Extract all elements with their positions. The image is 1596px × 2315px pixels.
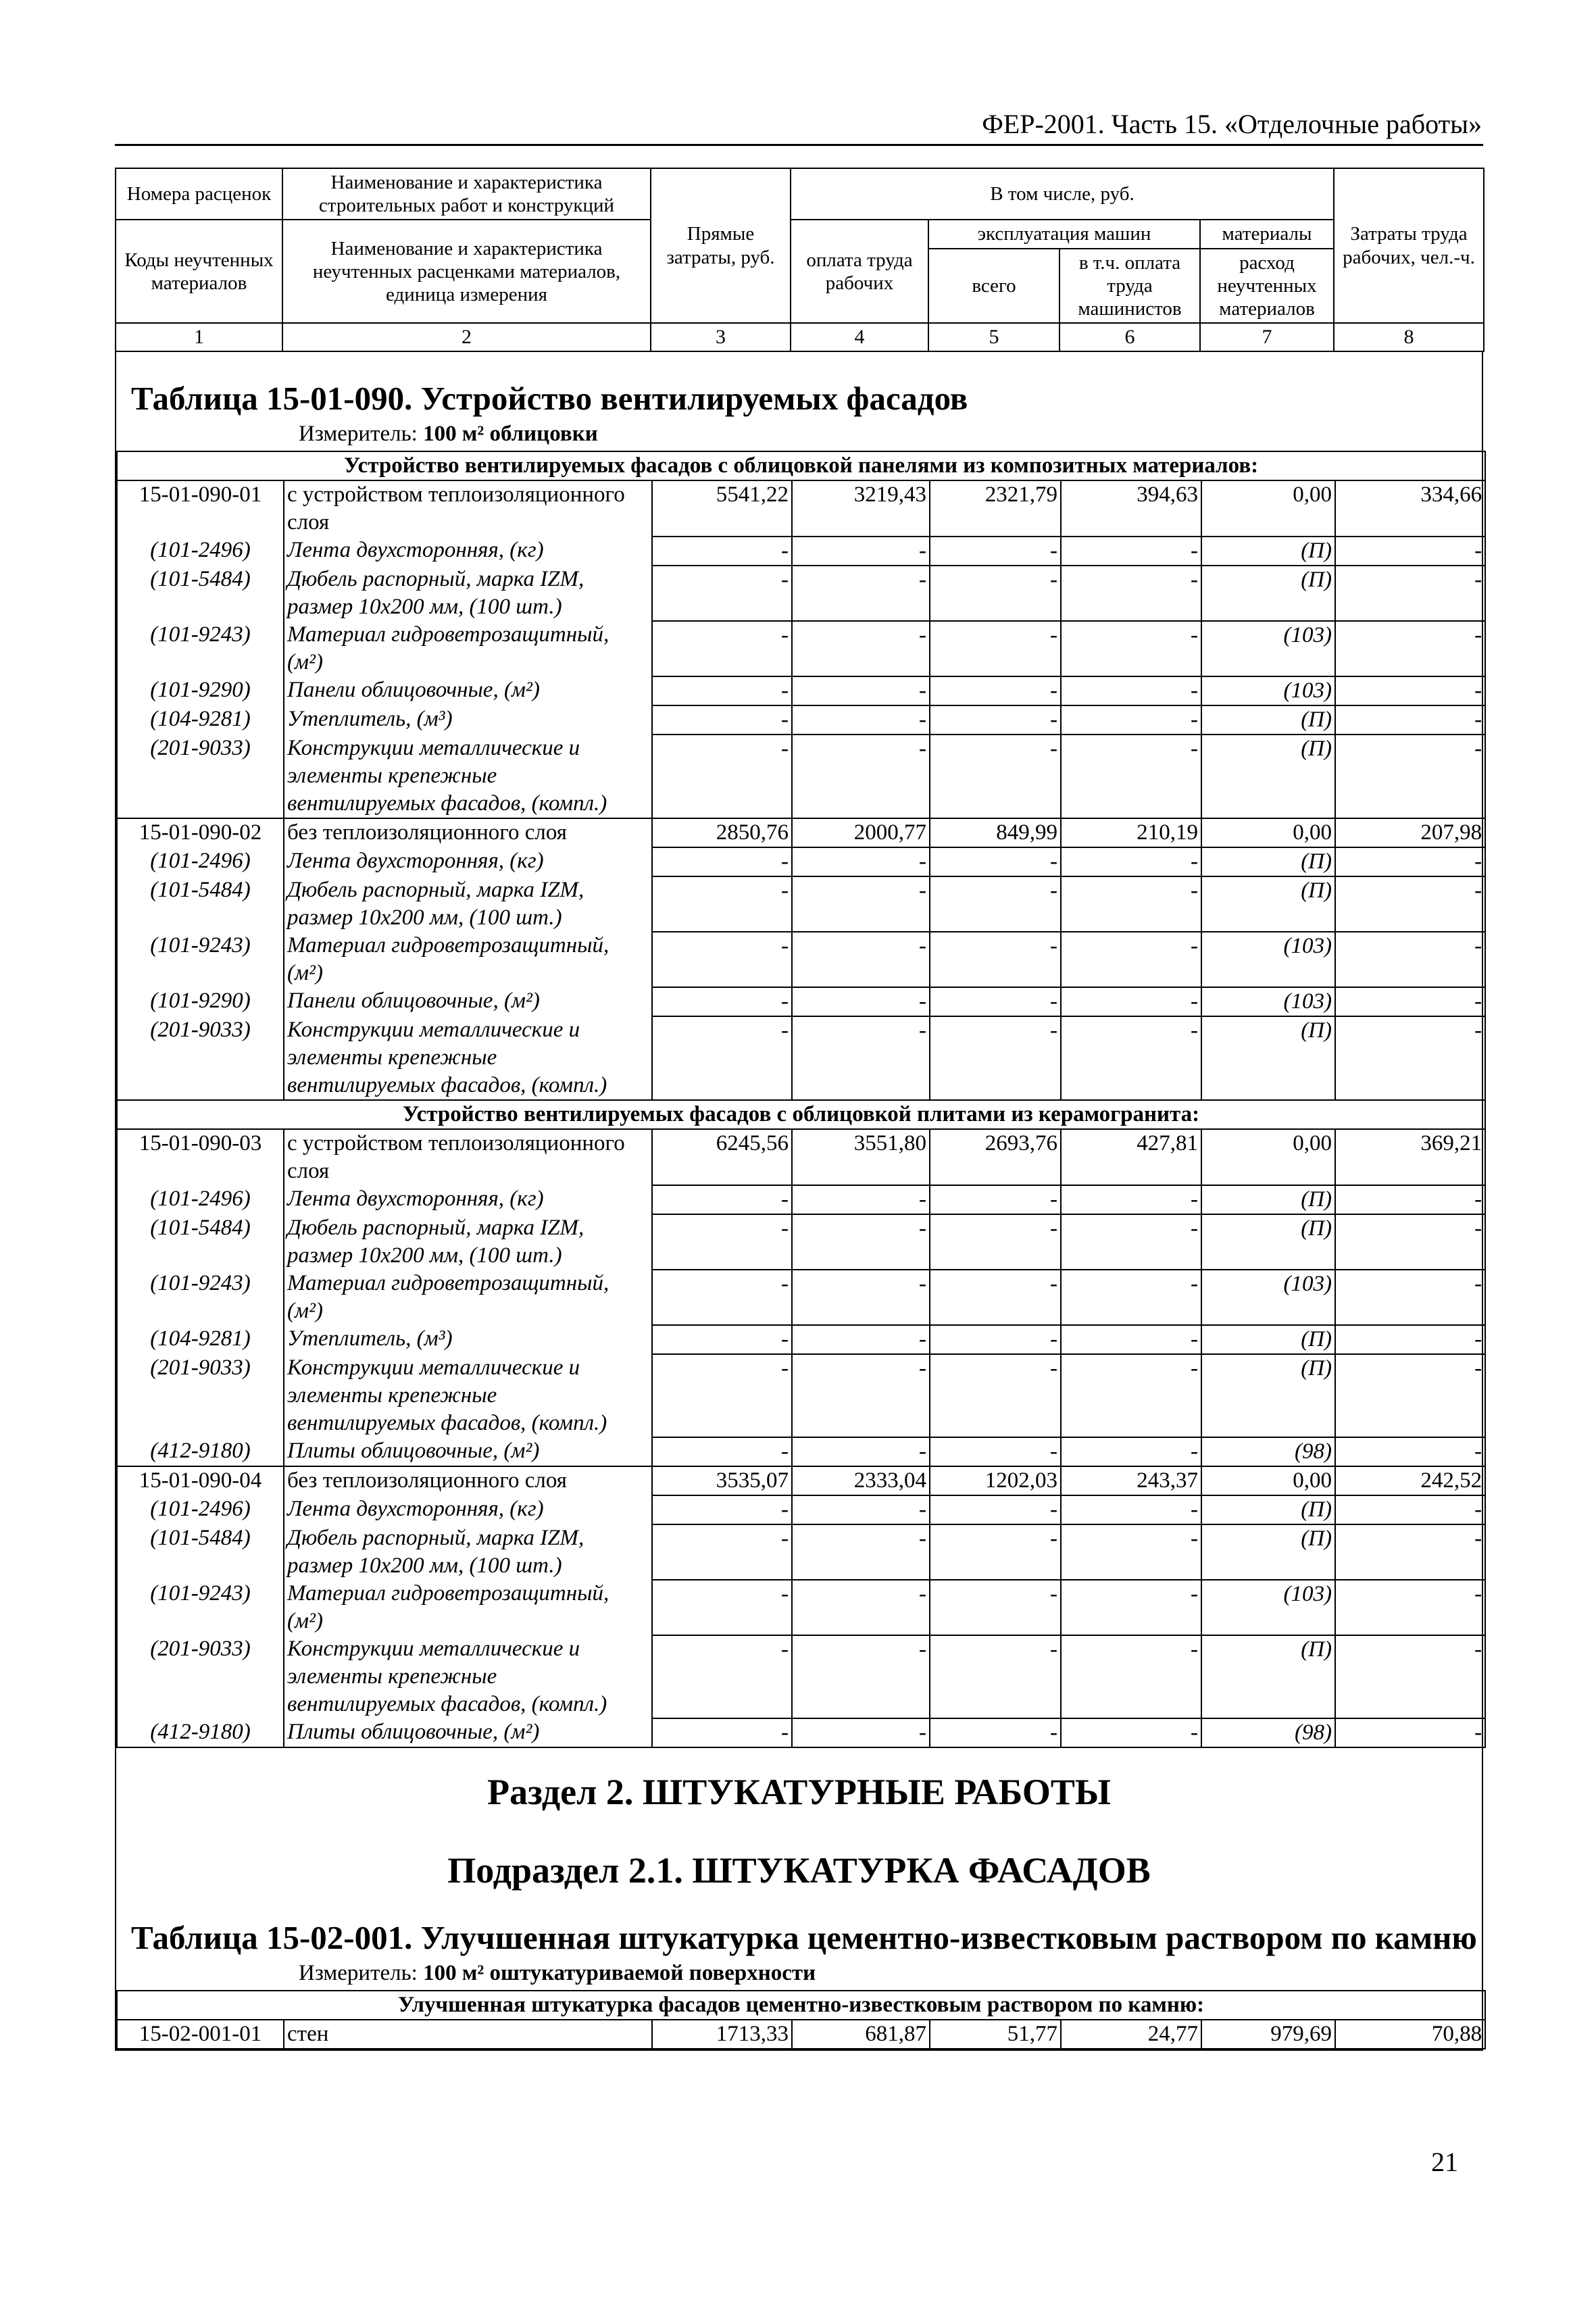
materials-value: 979,69 — [1201, 2020, 1335, 2049]
header-num: 4 — [791, 323, 928, 351]
dash-cell: - — [1061, 705, 1201, 735]
material-row — [117, 987, 1485, 1016]
dash-cell: - — [1061, 1635, 1201, 1718]
dash-cell: - — [652, 705, 792, 735]
rate-code: 15-01-090-03 — [117, 1129, 284, 1185]
material-code: (201-9033) — [117, 1635, 284, 1718]
material-code: (201-9033) — [117, 1016, 284, 1100]
material-row — [117, 1325, 1485, 1354]
dash-cell: - — [930, 1354, 1061, 1437]
material-name: Утеплитель, (м³) — [284, 705, 652, 735]
wages-value: 3219,43 — [792, 480, 930, 537]
material-code: (101-9243) — [117, 1580, 284, 1635]
material-name: Материал гидроветрозащитный, (м²) — [284, 1580, 652, 1635]
table-row — [117, 818, 1485, 847]
dash-cell: - — [1335, 932, 1485, 987]
material-qty: (П) — [1201, 847, 1335, 876]
direct-costs-value: 3535,07 — [652, 1466, 792, 1495]
material-code: (101-5484) — [117, 566, 284, 621]
dash-cell: - — [792, 621, 930, 676]
rate-code: 15-02-001-01 — [117, 2020, 284, 2049]
material-row — [117, 1718, 1485, 1747]
header-in-total: В том числе, руб. — [791, 168, 1334, 220]
rates-table — [116, 1990, 1486, 2049]
table-title: Таблица 15-02-001. Улучшенная штукатурка цементно-известковым раствором по камню — [131, 1918, 1477, 1956]
material-qty: (103) — [1201, 932, 1335, 987]
dash-cell: - — [930, 987, 1061, 1016]
material-qty: (П) — [1201, 1524, 1335, 1580]
section-title: Раздел 2. ШТУКАТУРНЫЕ РАБОТЫ — [487, 1771, 1111, 1812]
dash-cell: - — [1335, 1270, 1485, 1325]
dash-cell: - — [792, 1325, 930, 1354]
material-qty: (103) — [1201, 676, 1335, 705]
dash-cell: - — [652, 1437, 792, 1466]
machines-value: 51,77 — [930, 2020, 1061, 2049]
material-name: Панели облицовочные, (м²) — [284, 676, 652, 705]
dash-cell: - — [930, 1524, 1061, 1580]
material-row — [117, 1016, 1485, 1100]
dash-cell: - — [652, 537, 792, 566]
dash-cell: - — [1335, 537, 1485, 566]
machine-wages-value: 210,19 — [1061, 818, 1201, 847]
dash-cell: - — [1335, 847, 1485, 876]
dash-cell: - — [1061, 621, 1201, 676]
header-col1-bottom: Коды неучтенных материалов — [116, 220, 282, 323]
material-row — [117, 1354, 1485, 1437]
dash-cell: - — [1335, 1580, 1485, 1635]
dash-cell: - — [1061, 1354, 1201, 1437]
labor-value: 242,52 — [1335, 1466, 1485, 1495]
machines-value: 2693,76 — [930, 1129, 1061, 1185]
table-row — [117, 480, 1485, 537]
machines-value: 2321,79 — [930, 480, 1061, 537]
header-machines-total: всего — [928, 249, 1059, 324]
material-code: (101-9290) — [117, 676, 284, 705]
material-code: (101-9243) — [117, 932, 284, 987]
table-meter — [116, 1961, 1482, 1990]
dash-cell: - — [652, 1580, 792, 1635]
material-row — [117, 676, 1485, 705]
material-code: (412-9180) — [117, 1437, 284, 1466]
dash-cell: - — [1335, 676, 1485, 705]
dash-cell: - — [1335, 1718, 1485, 1747]
dash-cell: - — [792, 876, 930, 932]
material-qty: (103) — [1201, 1270, 1335, 1325]
machine-wages-value: 394,63 — [1061, 480, 1201, 537]
meter-label: Измеритель: — [299, 1960, 418, 1985]
header-num: 5 — [928, 323, 1059, 351]
dash-cell: - — [792, 735, 930, 818]
machine-wages-value: 24,77 — [1061, 2020, 1201, 2049]
material-code: (101-5484) — [117, 876, 284, 932]
material-name: Материал гидроветрозащитный, (м²) — [284, 932, 652, 987]
material-row — [117, 566, 1485, 621]
material-code: (101-9290) — [117, 987, 284, 1016]
material-qty: (П) — [1201, 876, 1335, 932]
material-row — [117, 1635, 1485, 1718]
machines-value: 1202,03 — [930, 1466, 1061, 1495]
dash-cell: - — [1061, 1524, 1201, 1580]
material-code: (101-9243) — [117, 621, 284, 676]
dash-cell: - — [1061, 1718, 1201, 1747]
dash-cell: - — [1335, 1524, 1485, 1580]
wages-value: 2333,04 — [792, 1466, 930, 1495]
dash-cell: - — [930, 621, 1061, 676]
dash-cell: - — [792, 1185, 930, 1214]
dash-cell: - — [1061, 1325, 1201, 1354]
dash-cell: - — [930, 676, 1061, 705]
dash-cell: - — [1335, 705, 1485, 735]
material-name: Конструкции металлические и элементы крепежные вентилируемых фасадов, (компл.) — [284, 735, 652, 818]
material-code: (101-5484) — [117, 1524, 284, 1580]
dash-cell: - — [652, 1718, 792, 1747]
material-qty: (103) — [1201, 621, 1335, 676]
dash-cell: - — [792, 705, 930, 735]
running-header: ФЕР-2001. Часть 15. «Отделочные работы» — [982, 109, 1482, 139]
material-code: (101-5484) — [117, 1214, 284, 1270]
dash-cell: - — [792, 1580, 930, 1635]
dash-cell: - — [930, 566, 1061, 621]
materials-value: 0,00 — [1201, 480, 1335, 537]
material-row — [117, 1437, 1485, 1466]
material-row — [117, 876, 1485, 932]
material-name: Лента двухсторонняя, (кг) — [284, 537, 652, 566]
header-col2-top: Наименование и характеристика строительных работ и конструкций — [282, 168, 651, 220]
material-qty: (П) — [1201, 1185, 1335, 1214]
header-col2-bottom: Наименование и характеристика неучтенных расценками материалов, единица измерения — [282, 220, 651, 323]
material-qty: (П) — [1201, 1354, 1335, 1437]
labor-value: 207,98 — [1335, 818, 1485, 847]
dash-cell: - — [1061, 1270, 1201, 1325]
dash-cell: - — [930, 1718, 1061, 1747]
materials-value: 0,00 — [1201, 1466, 1335, 1495]
material-code: (201-9033) — [117, 1354, 284, 1437]
material-qty: (103) — [1201, 987, 1335, 1016]
material-name: Конструкции металлические и элементы крепежные вентилируемых фасадов, (компл.) — [284, 1635, 652, 1718]
section-row: Устройство вентилируемых фасадов с облицовкой панелями из композитных материалов: — [117, 451, 1485, 480]
material-qty: (П) — [1201, 537, 1335, 566]
material-qty: (П) — [1201, 735, 1335, 818]
dash-cell: - — [792, 987, 930, 1016]
dash-cell: - — [1335, 876, 1485, 932]
dash-cell: - — [792, 1214, 930, 1270]
dash-cell: - — [1061, 847, 1201, 876]
material-qty: (П) — [1201, 1214, 1335, 1270]
material-qty: (П) — [1201, 1635, 1335, 1718]
material-name: Лента двухсторонняя, (кг) — [284, 1185, 652, 1214]
direct-costs-value: 5541,22 — [652, 480, 792, 537]
rate-name: без теплоизоляционного слоя — [284, 818, 652, 847]
direct-costs-value: 1713,33 — [652, 2020, 792, 2049]
dash-cell: - — [652, 1016, 792, 1100]
machine-wages-value: 243,37 — [1061, 1466, 1201, 1495]
material-row — [117, 735, 1485, 818]
dash-cell: - — [652, 676, 792, 705]
wages-value: 2000,77 — [792, 818, 930, 847]
dash-cell: - — [792, 1270, 930, 1325]
material-name: Лента двухсторонняя, (кг) — [284, 1495, 652, 1524]
material-code: (101-2496) — [117, 1185, 284, 1214]
materials-value: 0,00 — [1201, 1129, 1335, 1185]
rate-code: 15-01-090-02 — [117, 818, 284, 847]
material-name: Утеплитель, (м³) — [284, 1325, 652, 1354]
header-num: 6 — [1059, 323, 1200, 351]
dash-cell: - — [930, 1214, 1061, 1270]
header-materials: материалы — [1200, 220, 1334, 248]
material-name: Дюбель распорный, марка IZM, размер 10х200 мм, (100 шт.) — [284, 1524, 652, 1580]
material-qty: (103) — [1201, 1580, 1335, 1635]
material-name: Материал гидроветрозащитный, (м²) — [284, 621, 652, 676]
dash-cell: - — [792, 1524, 930, 1580]
dash-cell: - — [930, 1635, 1061, 1718]
rate-name: с устройством теплоизоляционного слоя — [284, 1129, 652, 1185]
rate-code: 15-01-090-04 — [117, 1466, 284, 1495]
dash-cell: - — [1061, 537, 1201, 566]
dash-cell: - — [1335, 1437, 1485, 1466]
dash-cell: - — [1335, 621, 1485, 676]
dash-cell: - — [1061, 1016, 1201, 1100]
dash-cell: - — [930, 932, 1061, 987]
dash-cell: - — [792, 676, 930, 705]
dash-cell: - — [652, 1354, 792, 1437]
dash-cell: - — [652, 735, 792, 818]
rate-name: стен — [284, 2020, 652, 2049]
wages-value: 3551,80 — [792, 1129, 930, 1185]
direct-costs-value: 6245,56 — [652, 1129, 792, 1185]
dash-cell: - — [1061, 1495, 1201, 1524]
header-machines: эксплуатация машин — [928, 220, 1200, 248]
page-number: 21 — [1431, 2147, 1458, 2177]
dash-cell: - — [930, 1016, 1061, 1100]
header-col1-top: Номера расценок — [116, 168, 282, 220]
header-num: 1 — [116, 323, 282, 351]
table-title: Таблица 15-01-090. Устройство вентилируемых фасадов — [131, 379, 968, 417]
material-row — [117, 1185, 1485, 1214]
header-rule — [115, 144, 1483, 146]
material-row — [117, 621, 1485, 676]
dash-cell: - — [652, 1185, 792, 1214]
dash-cell: - — [652, 1270, 792, 1325]
header-labor: Затраты труда рабочих, чел.-ч. — [1334, 168, 1484, 323]
material-name: Плиты облицовочные, (м²) — [284, 1437, 652, 1466]
dash-cell: - — [930, 1495, 1061, 1524]
material-qty: (98) — [1201, 1718, 1335, 1747]
dash-cell: - — [792, 1354, 930, 1437]
dash-cell: - — [1061, 932, 1201, 987]
material-qty: (П) — [1201, 566, 1335, 621]
dash-cell: - — [930, 705, 1061, 735]
machines-value: 849,99 — [930, 818, 1061, 847]
dash-cell: - — [1335, 566, 1485, 621]
labor-value: 334,66 — [1335, 480, 1485, 537]
material-name: Дюбель распорный, марка IZM, размер 10х200 мм, (100 шт.) — [284, 566, 652, 621]
dash-cell: - — [792, 1016, 930, 1100]
material-row — [117, 1270, 1485, 1325]
material-code: (101-2496) — [117, 847, 284, 876]
header-wages: оплата труда рабочих — [791, 220, 928, 323]
dash-cell: - — [792, 932, 930, 987]
header-num: 3 — [651, 323, 791, 351]
wages-value: 681,87 — [792, 2020, 930, 2049]
dash-cell: - — [1335, 1635, 1485, 1718]
dash-cell: - — [652, 566, 792, 621]
material-name: Материал гидроветрозащитный, (м²) — [284, 1270, 652, 1325]
rate-name: с устройством теплоизоляционного слоя — [284, 480, 652, 537]
dash-cell: - — [1335, 1354, 1485, 1437]
dash-cell: - — [1061, 1185, 1201, 1214]
dash-cell: - — [1061, 1580, 1201, 1635]
dash-cell: - — [1061, 676, 1201, 705]
material-code: (412-9180) — [117, 1718, 284, 1747]
dash-cell: - — [652, 1495, 792, 1524]
material-qty: (П) — [1201, 1016, 1335, 1100]
material-code: (201-9033) — [117, 735, 284, 818]
material-name: Дюбель распорный, марка IZM, размер 10х200 мм, (100 шт.) — [284, 876, 652, 932]
materials-value: 0,00 — [1201, 818, 1335, 847]
material-name: Панели облицовочные, (м²) — [284, 987, 652, 1016]
section-row: Улучшенная штукатурка фасадов цементно-известковым раствором по камню: — [117, 1991, 1485, 2020]
material-row — [117, 537, 1485, 566]
dash-cell: - — [1335, 987, 1485, 1016]
meter-value: 100 м² облицовки — [423, 421, 598, 446]
dash-cell: - — [792, 1718, 930, 1747]
material-row — [117, 1524, 1485, 1580]
dash-cell: - — [792, 1437, 930, 1466]
section-row: Устройство вентилируемых фасадов с облицовкой плитами из керамогранита: — [117, 1100, 1485, 1129]
dash-cell: - — [1335, 1016, 1485, 1100]
material-row — [117, 1214, 1485, 1270]
labor-value: 70,88 — [1335, 2020, 1485, 2049]
content-frame — [115, 352, 1483, 2051]
meter-value: 100 м² оштукатуриваемой поверхности — [423, 1960, 816, 1985]
dash-cell: - — [930, 1270, 1061, 1325]
dash-cell: - — [930, 1580, 1061, 1635]
material-code: (104-9281) — [117, 1325, 284, 1354]
rate-code: 15-01-090-01 — [117, 480, 284, 537]
dash-cell: - — [652, 1635, 792, 1718]
table-row — [117, 1466, 1485, 1495]
dash-cell: - — [792, 1495, 930, 1524]
dash-cell: - — [1061, 987, 1201, 1016]
dash-cell: - — [1061, 566, 1201, 621]
header-machines-wages: в т.ч. оплата труда машинистов — [1059, 249, 1200, 324]
material-name: Конструкции металлические и элементы крепежные вентилируемых фасадов, (компл.) — [284, 1016, 652, 1100]
dash-cell: - — [1335, 1185, 1485, 1214]
dash-cell: - — [1061, 1214, 1201, 1270]
material-name: Плиты облицовочные, (м²) — [284, 1718, 652, 1747]
dash-cell: - — [652, 987, 792, 1016]
material-code: (104-9281) — [117, 705, 284, 735]
direct-costs-value: 2850,76 — [652, 818, 792, 847]
table-row — [117, 1129, 1485, 1185]
dash-cell: - — [652, 1524, 792, 1580]
dash-cell: - — [652, 621, 792, 676]
dash-cell: - — [930, 1325, 1061, 1354]
dash-cell: - — [930, 1185, 1061, 1214]
material-row — [117, 932, 1485, 987]
material-name: Лента двухсторонняя, (кг) — [284, 847, 652, 876]
table-meter — [116, 422, 1482, 451]
dash-cell: - — [1061, 1437, 1201, 1466]
material-qty: (П) — [1201, 1325, 1335, 1354]
material-row — [117, 1580, 1485, 1635]
header-materials-sub: расход неучтенных материалов — [1200, 249, 1334, 324]
subsection-title: Подраздел 2.1. ШТУКАТУРКА ФАСАДОВ — [447, 1849, 1151, 1891]
dash-cell: - — [792, 566, 930, 621]
dash-cell: - — [930, 847, 1061, 876]
material-qty: (П) — [1201, 1495, 1335, 1524]
header-num: 7 — [1200, 323, 1334, 351]
dash-cell: - — [792, 537, 930, 566]
rate-name: без теплоизоляционного слоя — [284, 1466, 652, 1495]
material-row — [117, 705, 1485, 735]
dash-cell: - — [1335, 735, 1485, 818]
meter-label: Измеритель: — [299, 421, 418, 446]
material-name: Конструкции металлические и элементы крепежные вентилируемых фасадов, (компл.) — [284, 1354, 652, 1437]
dash-cell: - — [652, 876, 792, 932]
dash-cell: - — [792, 1635, 930, 1718]
material-qty: (98) — [1201, 1437, 1335, 1466]
material-code: (101-9243) — [117, 1270, 284, 1325]
dash-cell: - — [1335, 1495, 1485, 1524]
dash-cell: - — [930, 876, 1061, 932]
dash-cell: - — [652, 1325, 792, 1354]
material-name: Дюбель распорный, марка IZM, размер 10х200 мм, (100 шт.) — [284, 1214, 652, 1270]
material-row — [117, 847, 1485, 876]
material-qty: (П) — [1201, 705, 1335, 735]
dash-cell: - — [652, 932, 792, 987]
dash-cell: - — [1061, 876, 1201, 932]
machine-wages-value: 427,81 — [1061, 1129, 1201, 1185]
material-code: (101-2496) — [117, 1495, 284, 1524]
rates-table — [116, 451, 1486, 1748]
header-num: 8 — [1334, 323, 1484, 351]
dash-cell: - — [930, 735, 1061, 818]
material-row — [117, 1495, 1485, 1524]
column-header-table — [115, 168, 1485, 352]
dash-cell: - — [652, 847, 792, 876]
document-page — [115, 108, 1483, 2051]
header-num: 2 — [282, 323, 651, 351]
header-direct-costs: Прямые затраты, руб. — [651, 168, 791, 323]
dash-cell: - — [1061, 735, 1201, 818]
labor-value: 369,21 — [1335, 1129, 1485, 1185]
dash-cell: - — [1335, 1214, 1485, 1270]
dash-cell: - — [792, 847, 930, 876]
material-code: (101-2496) — [117, 537, 284, 566]
dash-cell: - — [652, 1214, 792, 1270]
dash-cell: - — [1335, 1325, 1485, 1354]
dash-cell: - — [930, 537, 1061, 566]
dash-cell: - — [930, 1437, 1061, 1466]
